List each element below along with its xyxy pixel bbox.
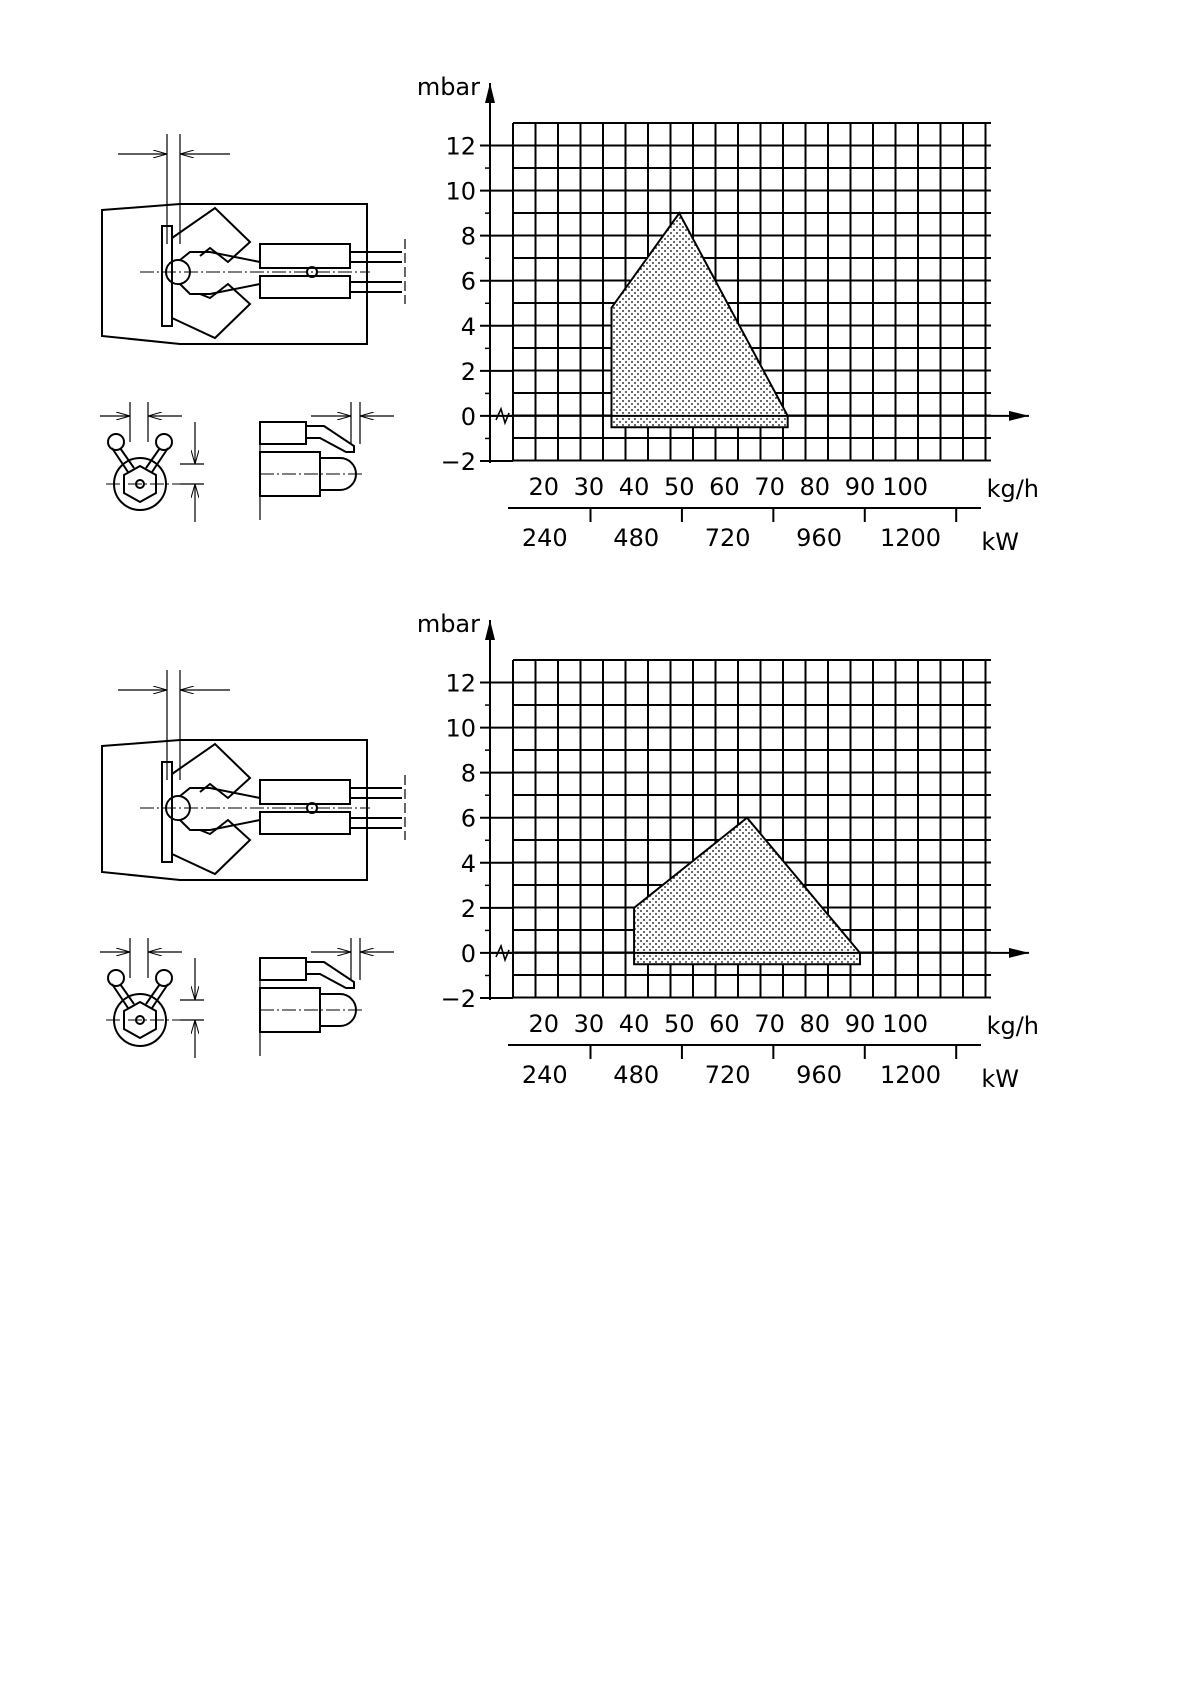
y-tick-label: 4 [460, 312, 476, 341]
kw-tick-label: 240 [521, 524, 568, 552]
x-tick-label: 50 [663, 1010, 695, 1038]
y-tick-label: −2 [440, 985, 476, 1013]
x-tick-label: 90 [844, 1010, 876, 1038]
kw-tick-label: 480 [613, 524, 660, 552]
y-tick-label: 0 [460, 402, 476, 431]
x-tick-label: 20 [528, 1010, 559, 1038]
x-tick-label: 90 [844, 473, 876, 501]
kw-tick-label: 480 [613, 1061, 660, 1089]
y-tick-label: 4 [460, 849, 476, 878]
y-tick-label: 8 [460, 759, 476, 788]
x-tick-label: 60 [709, 473, 740, 501]
x-tick-label: 80 [799, 473, 831, 501]
burner-side-view [102, 134, 405, 344]
x-tick-label: 40 [618, 473, 650, 501]
kw-tick-label: 1200 [879, 1061, 942, 1089]
kw-tick-label: 960 [796, 1061, 842, 1089]
x-tick-label: 70 [754, 1010, 785, 1038]
kw-axis-label: kW [981, 1065, 1019, 1093]
x-tick-label: 20 [528, 473, 559, 501]
x-axis-label: kg/h [986, 475, 1039, 503]
kw-tick-label: 240 [521, 1061, 568, 1089]
burner-drawing-bottom [100, 670, 405, 1058]
x-tick-label: 100 [882, 1010, 929, 1038]
x-tick-label: 70 [754, 473, 785, 501]
burner-tip-view [260, 938, 394, 1056]
burner-drawing-top [100, 134, 405, 522]
y-tick-label: 12 [445, 132, 476, 161]
y-tick-label: 2 [460, 357, 476, 386]
x-axis-label: kg/h [986, 1012, 1039, 1040]
x-tick-label: 80 [799, 1010, 831, 1038]
burner-tip-view [260, 402, 394, 520]
x-tick-label: 30 [573, 473, 605, 501]
kw-tick-label: 1200 [879, 524, 942, 552]
kw-axis-label: kW [981, 528, 1019, 556]
kw-tick-label: 720 [704, 1061, 751, 1089]
y-axis-label: mbar [416, 73, 480, 101]
x-tick-label: 100 [882, 473, 929, 501]
y-tick-label: 8 [460, 222, 476, 251]
y-tick-label: 10 [445, 177, 476, 206]
x-tick-label: 60 [709, 1010, 740, 1038]
chart-top [417, 73, 1039, 556]
y-tick-label: 6 [460, 267, 476, 296]
y-tick-label: 12 [445, 669, 476, 698]
burner-end-view [100, 938, 204, 1058]
y-tick-label: 6 [460, 804, 476, 833]
y-tick-label: −2 [440, 448, 476, 476]
x-tick-label: 40 [618, 1010, 650, 1038]
x-tick-label: 30 [573, 1010, 605, 1038]
y-axis-label: mbar [416, 610, 480, 638]
chart-bottom [417, 610, 1039, 1093]
y-tick-label: 10 [445, 714, 476, 743]
y-tick-label: 0 [460, 939, 476, 968]
kw-tick-label: 960 [796, 524, 842, 552]
burner-side-view [102, 670, 405, 880]
kw-tick-label: 720 [704, 524, 751, 552]
x-tick-label: 50 [663, 473, 695, 501]
burner-end-view [100, 402, 204, 522]
y-tick-label: 2 [460, 894, 476, 923]
